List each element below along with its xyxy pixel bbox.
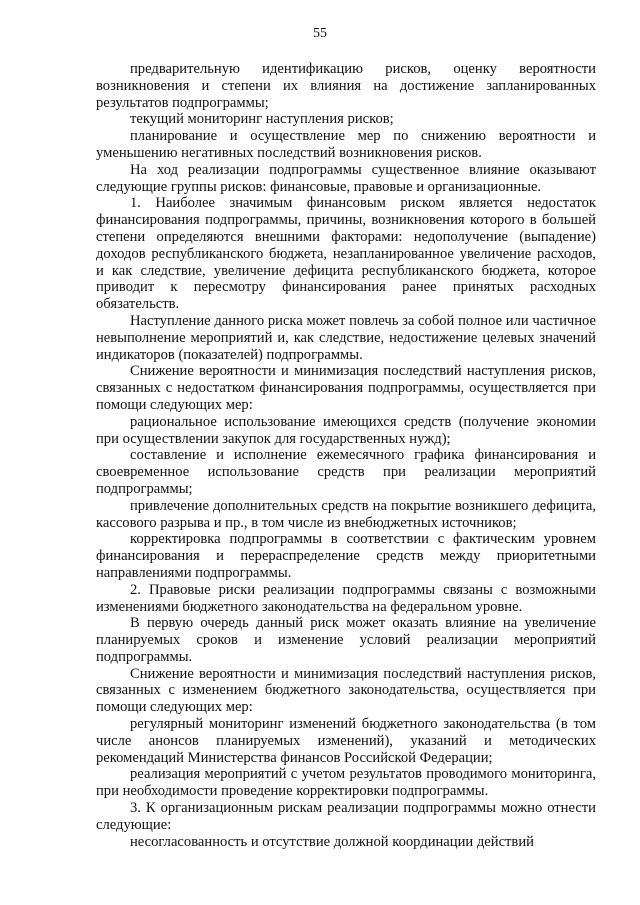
- paragraph: планирование и осуществление мер по снижению вероятности и уменьшению негативных последствий возникновения рисков.: [96, 128, 596, 161]
- paragraph: рациональное использование имеющихся средств (получение экономии при осуществлении закупок для государственных нужд);: [96, 413, 596, 447]
- paragraph: Наступление данного риска может повлечь за собой полное или частичное невыполнение мероприятий и, как следствие, недостижение целевых значений индикаторов (показателей) подпрограммы.: [96, 312, 596, 363]
- paragraph: 2. Правовые риски реализации подпрограммы связаны с возможными изменениями бюджетного законодательства на федеральном уровне.: [96, 581, 596, 615]
- paragraph: 1. Наиболее значимым финансовым риском является недостаток финансирования подпрограммы, причины, возникновения которого в большей степени определяются внешними факторами: недополучение (выпадение) доходов республиканского бюджета, незапланированное увеличение расходов, и как следствие, увеличение дефицита республиканского бюджета, которое приводит к пересмотру финансирования ранее принятых расходных обязательств.: [96, 195, 596, 313]
- body-text: [96, 61, 596, 850]
- paragraph: реализация мероприятий с учетом результатов проводимого мониторинга, при необходимости проведение корректировки подпрограммы.: [96, 766, 596, 800]
- paragraph: регулярный мониторинг изменений бюджетного законодательства (в том числе анонсов планируемых изменений), указаний и методических рекомендаций Министерства финансов Российской Федерации;: [96, 716, 596, 766]
- paragraph: В первую очередь данный риск может оказать влияние на увеличение планируемых сроков и изменение условий реализации мероприятий подпрограммы.: [96, 615, 596, 665]
- paragraph: привлечение дополнительных средств на покрытие возникшего дефицита, кассового разрыва и пр., в том числе из внебюджетных источников;: [96, 497, 596, 531]
- paragraph: предварительную идентификацию рисков, оценку вероятности возникновения и степени их влияния на достижение запланированных результатов подпрограммы;: [96, 61, 596, 111]
- paragraph: текущий мониторинг наступления рисков;: [130, 111, 394, 128]
- paragraph: составление и исполнение ежемесячного графика финансирования и своевременное использование средств при реализации мероприятий подпрограммы;: [96, 447, 596, 497]
- paragraph: корректировка подпрограммы в соответствии с фактическим уровнем финансирования и перераспределение средств между приоритетными направлениями подпрограммы.: [96, 531, 596, 581]
- paragraph: несогласованность и отсутствие должной координации действий: [130, 833, 534, 850]
- paragraph: Снижение вероятности и минимизация последствий наступления рисков, связанных с недостатком финансирования подпрограммы, осуществляется при помощи следующих мер:: [96, 363, 596, 413]
- paragraph: 3. К организационным рискам реализации подпрограммы можно отнести следующие:: [96, 800, 596, 833]
- page-number: 55: [313, 26, 327, 41]
- paragraph: Снижение вероятности и минимизация последствий наступления рисков, связанных с изменением бюджетного законодательства, осуществляется при помощи следующих мер:: [96, 665, 596, 716]
- paragraph: На ход реализации подпрограммы существенное влияние оказывают следующие группы рисков: финансовые, правовые и организационные.: [96, 161, 596, 195]
